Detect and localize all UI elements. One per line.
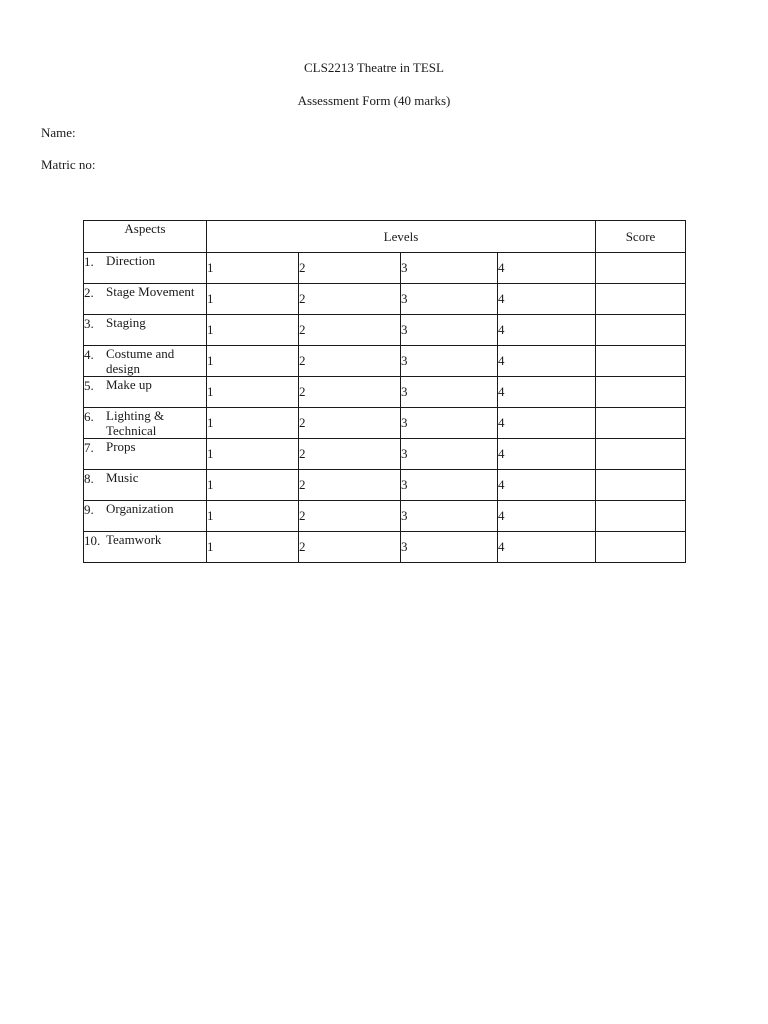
aspect-cell xyxy=(84,470,207,501)
table-row xyxy=(84,408,686,439)
level-2-option[interactable]: 2 xyxy=(299,284,401,315)
aspect-number: 7. xyxy=(84,440,94,455)
aspect-cell xyxy=(84,315,207,346)
table-row xyxy=(84,315,686,346)
level-1-option[interactable]: 1 xyxy=(207,439,299,470)
table-body xyxy=(84,253,686,563)
aspect-cell xyxy=(84,253,207,284)
table-row xyxy=(84,253,686,284)
aspect-label: Music xyxy=(106,470,139,485)
level-2-option[interactable]: 2 xyxy=(299,253,401,284)
aspect-label: Costume and design xyxy=(106,346,175,376)
assessment-table xyxy=(83,220,686,563)
aspect-number: 3. xyxy=(84,316,94,331)
aspect-label: Props xyxy=(106,439,136,454)
aspect-number: 6. xyxy=(84,409,94,424)
level-1-option[interactable]: 1 xyxy=(207,253,299,284)
level-2-option[interactable]: 2 xyxy=(299,377,401,408)
level-3-option[interactable]: 3 xyxy=(401,346,498,377)
level-4-option[interactable]: 4 xyxy=(498,253,596,284)
aspect-number: 1. xyxy=(84,254,94,269)
aspect-cell xyxy=(84,439,207,470)
aspect-label: Stage Movement xyxy=(106,284,195,299)
table-row xyxy=(84,346,686,377)
aspect-label: Lighting & Technical xyxy=(106,408,165,438)
aspect-label: Direction xyxy=(106,253,156,268)
form-title: CLS2213 Theatre in TESL xyxy=(304,60,444,75)
score-cell[interactable] xyxy=(596,377,686,408)
level-3-option[interactable]: 3 xyxy=(401,532,498,563)
level-4-option[interactable]: 4 xyxy=(498,408,596,439)
form-subtitle: Assessment Form (40 marks) xyxy=(297,93,451,108)
aspects-header: Aspects xyxy=(84,221,207,253)
aspect-cell xyxy=(84,501,207,532)
aspect-cell xyxy=(84,408,207,439)
table-header-row xyxy=(84,221,686,253)
table-row xyxy=(84,470,686,501)
level-2-option[interactable]: 2 xyxy=(299,532,401,563)
score-header: Score xyxy=(596,221,686,253)
level-2-option[interactable]: 2 xyxy=(299,346,401,377)
level-3-option[interactable]: 3 xyxy=(401,408,498,439)
level-3-option[interactable]: 3 xyxy=(401,253,498,284)
level-4-option[interactable]: 4 xyxy=(498,439,596,470)
aspect-cell xyxy=(84,346,207,377)
score-cell[interactable] xyxy=(596,315,686,346)
level-4-option[interactable]: 4 xyxy=(498,315,596,346)
name-field-label: Name: xyxy=(41,125,76,140)
score-cell[interactable] xyxy=(596,470,686,501)
level-3-option[interactable]: 3 xyxy=(401,315,498,346)
level-4-option[interactable]: 4 xyxy=(498,346,596,377)
score-cell[interactable] xyxy=(596,408,686,439)
level-3-option[interactable]: 3 xyxy=(401,439,498,470)
level-4-option[interactable]: 4 xyxy=(498,532,596,563)
score-cell[interactable] xyxy=(596,532,686,563)
aspect-number: 2. xyxy=(84,285,94,300)
level-3-option[interactable]: 3 xyxy=(401,470,498,501)
table-row xyxy=(84,284,686,315)
table-row xyxy=(84,532,686,563)
aspect-label: Staging xyxy=(106,315,146,330)
aspect-number: 9. xyxy=(84,502,94,517)
aspect-number: 5. xyxy=(84,378,94,393)
aspect-number: 4. xyxy=(84,347,94,362)
aspect-number: 10. xyxy=(84,533,101,548)
table-row xyxy=(84,377,686,408)
level-2-option[interactable]: 2 xyxy=(299,470,401,501)
level-2-option[interactable]: 2 xyxy=(299,408,401,439)
level-1-option[interactable]: 1 xyxy=(207,532,299,563)
level-4-option[interactable]: 4 xyxy=(498,501,596,532)
level-1-option[interactable]: 1 xyxy=(207,315,299,346)
score-cell[interactable] xyxy=(596,346,686,377)
level-1-option[interactable]: 1 xyxy=(207,470,299,501)
levels-header: Levels xyxy=(207,221,596,253)
level-4-option[interactable]: 4 xyxy=(498,470,596,501)
table-row xyxy=(84,501,686,532)
level-2-option[interactable]: 2 xyxy=(299,315,401,346)
score-cell[interactable] xyxy=(596,501,686,532)
level-2-option[interactable]: 2 xyxy=(299,501,401,532)
level-1-option[interactable]: 1 xyxy=(207,408,299,439)
table-row xyxy=(84,439,686,470)
level-2-option[interactable]: 2 xyxy=(299,439,401,470)
level-1-option[interactable]: 1 xyxy=(207,377,299,408)
level-4-option[interactable]: 4 xyxy=(498,284,596,315)
matric-field-label: Matric no: xyxy=(41,157,96,172)
aspect-cell xyxy=(84,377,207,408)
aspect-number: 8. xyxy=(84,471,94,486)
level-1-option[interactable]: 1 xyxy=(207,284,299,315)
aspect-cell xyxy=(84,284,207,315)
level-3-option[interactable]: 3 xyxy=(401,377,498,408)
aspect-label: Make up xyxy=(106,377,152,392)
score-cell[interactable] xyxy=(596,284,686,315)
level-1-option[interactable]: 1 xyxy=(207,501,299,532)
level-4-option[interactable]: 4 xyxy=(498,377,596,408)
aspect-label: Teamwork xyxy=(106,532,162,547)
level-3-option[interactable]: 3 xyxy=(401,501,498,532)
aspect-label: Organization xyxy=(106,501,174,516)
aspect-cell xyxy=(84,532,207,563)
score-cell[interactable] xyxy=(596,253,686,284)
score-cell[interactable] xyxy=(596,439,686,470)
level-1-option[interactable]: 1 xyxy=(207,346,299,377)
level-3-option[interactable]: 3 xyxy=(401,284,498,315)
